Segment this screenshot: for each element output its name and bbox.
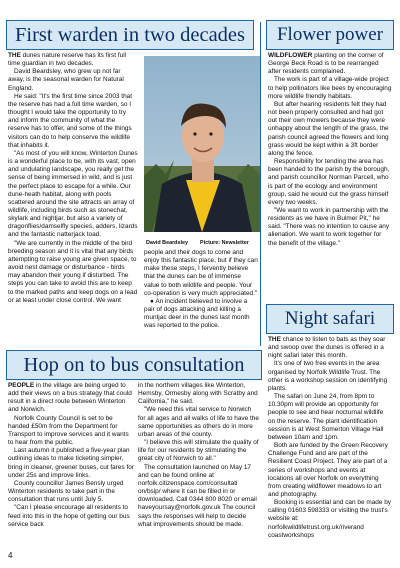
paragraph [144, 298, 258, 331]
paragraph [268, 207, 392, 248]
paragraph-text: planting on the corner of George Beck Road is to be rearranged after residents complained. [268, 52, 384, 76]
paragraph-text: "We are currently in the middle of the bird breeding season and it is vital that any birds attempting to raise young are given space, to avoid nest damage or disturbance - birds may abandon their young if disturbed. The steps you can take to avoid this are to keep to the marked paths and keep dogs on a lead or at least under close control. We want [8, 239, 138, 304]
lead-in: PEOPLE [8, 382, 35, 389]
bus-headline: Hop on to bus consultation [23, 354, 245, 376]
paragraph-text: in the village are being urged to add their views on a bus strategy that could result in a direct route between Winterton and Norwich. [8, 382, 132, 414]
paragraph [8, 480, 134, 504]
paragraph [8, 382, 134, 415]
portrait-image [144, 56, 260, 232]
paragraph [268, 360, 392, 393]
paragraph-text: Norfolk County Council is set to be handed £50m from the Department for Transport to improve services and it wants to hear from the public. [8, 414, 129, 447]
paragraph [268, 101, 392, 158]
paragraph [268, 499, 392, 540]
paragraph [268, 336, 392, 360]
paragraph [8, 447, 134, 480]
paragraph [8, 240, 138, 305]
paragraph [8, 52, 138, 68]
safari-headline-banner [266, 304, 394, 334]
paragraph [8, 504, 134, 528]
paragraph-text: people and their dogs to come and enjoy this fantastic place, but if they can make these steps, I fervently believe that the dunes can be of immense value to both wildlife and people. Your co-operation is very much appreciated." [144, 249, 258, 297]
paragraph [268, 393, 392, 442]
paragraph-text: The safari on June 24, from 8pm to 10.30pm will provide an opportunity for people to see and hear nocturnal wildlife on the reserve. The plant identification session is at West Somerton Village Hall between 10am and 1pm. [268, 393, 384, 441]
paragraph-text: "I believe this will stimulate the quality of life for our residents by stimulating the great city of Norwich to all." [138, 439, 259, 463]
paragraph [268, 76, 392, 100]
bus-column-2 [138, 382, 260, 550]
paragraph [138, 439, 260, 463]
paragraph [138, 464, 260, 529]
lead-in: THE [268, 336, 281, 343]
flower-text [268, 52, 392, 302]
page-number: 4 [8, 551, 13, 560]
paragraph-text: in the northern villages like Winterton, Hemsby, Ormesby along with Scratby and California," he said. [138, 382, 258, 406]
safari-headline: Night safari [284, 308, 376, 329]
paragraph-text: It's one of two free events in the area organised by Norfolk Wildlife Trust. The other is a workshop session on identifying plants. [268, 360, 388, 392]
paragraph-text: "We need this vital service to Norwich for all ages and all walks of life to have the same opportunities as others do in more urban areas of the county. [138, 406, 259, 438]
paragraph [268, 52, 392, 76]
paragraph-text: chance to listen to bats as they soar and swoop over the dunes is offered in a night safari later this month. [268, 336, 386, 360]
paragraph-text: He said: "It's the first time since 2003 that the reserve has had a full time warden, so I thought I would take the opportunity to try and inform the community of what the reserve has to offer, and some of the things visitors can do to help conserve the wildlife that inhabits it. [8, 92, 133, 149]
photo-caption-credit: Picture: Newsletter [200, 240, 249, 246]
bus-headline-banner [6, 350, 262, 380]
paragraph-text: Responsibility for tending the area has been handed to the parish by the borough, and parish councillor Norman Parcell, who is part of the ecology and environment group, said he would cut the grass himself every two weeks. [268, 158, 390, 206]
lead-in: THE [8, 52, 21, 59]
paragraph-text: But after hearing residents felt they had not been properly consulted and had got out their own mowers because they were unhappy about the length of the grass, the parish council agreed the flowers and long grass would be kept within a 3ft border along the fence. [268, 100, 389, 157]
warden-headline: First warden in two decades [15, 24, 245, 46]
paragraph [268, 442, 392, 499]
paragraph [268, 158, 392, 207]
paragraph-text: Last autumn it published a five-year plan outlining ideas to make ticketing simpler, bring in cleaner, greener buses, cut fares for under 25s and improve links. [8, 447, 134, 479]
paragraph-text: County councillor James Bensly urged Winterton residents to take part in the consultation that runs until July 5. [8, 479, 124, 504]
warden-column-2 [144, 249, 258, 347]
paragraph-text: Booking is essential and can be made by calling 01603 598333 or visiting the trust's website at: norfolkwildlifetrust.org.uk/riverand coastworkshops [268, 499, 392, 539]
paragraph-text: "As most of you will know, Winterton Dunes is a wonderful place to be, with its vast, open and undulating landscape, you really get the sense of being immersed in wild, and is just the perfect place to escape for a while. Our dune-heath habitat, along with pools scattered around the site attracts an array of wildlife, including birds such as stonechat, skylark and nightjar, but also a variety of dragonflies/damselfly species, adders, lizards and the fantastic natterjack toad. [8, 149, 138, 239]
paragraph-text: "Can I please encourage all residents to feed into this in the hope of getting our bus service back [8, 504, 130, 528]
flower-headline-banner [266, 20, 394, 50]
column-divider [260, 22, 261, 346]
photo-caption-name: David Beardsley [146, 240, 188, 246]
warden-headline-banner [6, 20, 254, 50]
paragraph [8, 68, 138, 92]
flower-headline: Flower power [276, 24, 384, 45]
bus-column-1 [8, 382, 134, 550]
paragraph-text: David Beardsley, who grew up not far away, is the seasonal warden for Natural England. [8, 68, 124, 92]
paragraph-text: The consultation launched on May 17 and can be found online at norfolk.citizenspace.com/consultati on/bsip/ where it can be filled in or downloaded. Call 0344 800 8020 or email haveyoursay@norfolk.gov.uk The council says the responses will help to decide what improvements should be made. [138, 463, 257, 528]
paragraph [8, 150, 138, 240]
paragraph [8, 93, 138, 150]
paragraph-text: The work is part of a village-wide project to help pollinators like bees by encouraging more wildlife friendly habitats. [268, 76, 392, 100]
lead-in: WILDFLOWER [268, 52, 313, 59]
paragraph [138, 406, 260, 439]
paragraph-text: ● An incident believed to involve a pair of dogs attacking and killing a muntjac deer in the dunes last month was reported to the police. [144, 297, 250, 330]
paragraph [8, 415, 134, 448]
paragraph [144, 249, 258, 298]
paragraph-text: dunes nature reserve has its first full time guardian in two decades. [8, 52, 127, 68]
paragraph-text: "We want to work in partnership with the residents as we have in Bulmer Pit," he said. "There was no intention to cause any alienation. We want to work together for the benefit of the village." [268, 206, 390, 247]
paragraph-text: Both are funded by the Green Recovery Challenge Fund and are part of the Resilient Coast Project. They are part of a series of workshops and events at locations all over Norfolk on everything from creating wildflower meadows to art and photography. [268, 442, 388, 498]
safari-text [268, 336, 392, 558]
david-beardsley-photo [144, 56, 260, 232]
paragraph [138, 382, 260, 406]
